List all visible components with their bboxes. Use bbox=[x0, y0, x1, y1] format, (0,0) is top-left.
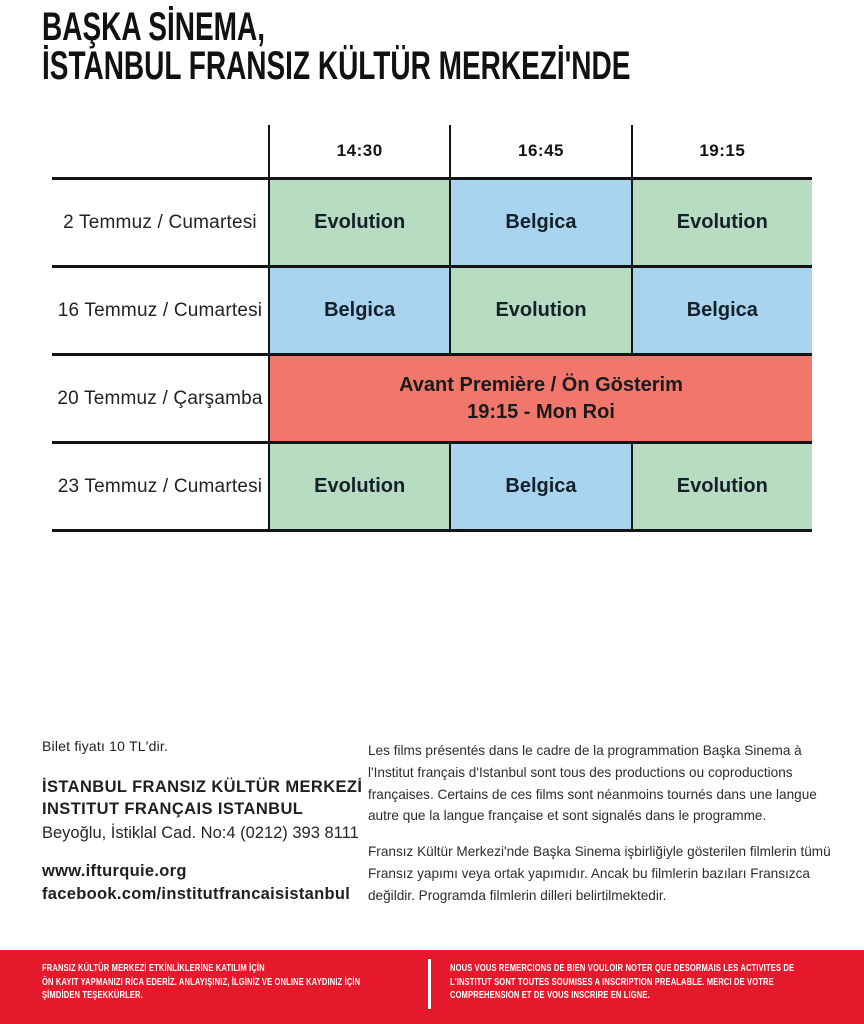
institute-name-turkish: İSTANBUL FRANSIZ KÜLTÜR MERKEZİ bbox=[42, 778, 363, 796]
page-title bbox=[42, 5, 631, 88]
schedule-header-row bbox=[52, 125, 812, 180]
banner-turkish-line3: ŞİMDİDEN TEŞEKKÜRLER. bbox=[42, 989, 143, 1002]
film-cell: Evolution bbox=[449, 268, 630, 353]
note-french: Les films présentés dans le cadre de la programmation Başka Sinema à l'Institut français d'Istanbul sont tous des productions ou coproductions françaises. Certains de ces films sont néanmoins tournés dans une langue autre que la langue française et sont signalés dans le programme. bbox=[368, 743, 817, 824]
date-cell: 16 Temmuz / Cumartesi bbox=[57, 299, 263, 321]
title-line2: İSTANBUL FRANSIZ KÜLTÜR MERKEZİ'NDE bbox=[42, 44, 631, 88]
banner-turkish-line2: ÖN KAYIT YAPMANIZI RİCA EDERİZ. ANLAYIŞINIZ, İLGİNİZ VE ONLINE KAYDINIZ İÇİN bbox=[42, 975, 361, 988]
date-cell: 20 Temmuz / Çarşamba bbox=[57, 387, 263, 409]
banner-french-line1: NOUS VOUS REMERCIONS DE BIEN VOULOIR NOTER QUE DESORMAIS LES ACTIVITES DE bbox=[450, 962, 795, 974]
note-turkish: Fransız Kültür Merkezi'nde Başka Sinema işbirliğiyle gösterilen filmlerin tümü Fransız yapımı veya ortak yapımıdır. Ancak bu filmlerin bazıları Fransızca değildir. Programda filmlerin dilleri belirtilmektedir. bbox=[368, 844, 831, 903]
time-header-1430: 14:30 bbox=[268, 125, 449, 177]
premiere-line2: 19:15 - Mon Roi bbox=[467, 400, 615, 423]
film-cell: Evolution bbox=[268, 180, 449, 265]
date-cell: 23 Temmuz / Cumartesi bbox=[57, 475, 263, 497]
banner-divider bbox=[428, 959, 431, 1009]
schedule-row bbox=[52, 444, 812, 532]
banner-french-line2: L'INSTITUT SONT TOUTES SOUMISES A INSCRIPTION PREALABLE. MERCI DE VOTRE bbox=[450, 975, 774, 988]
header-spacer bbox=[52, 125, 268, 177]
premiere-cell bbox=[268, 356, 812, 441]
film-cell: Evolution bbox=[268, 444, 449, 529]
institute-name-french: INSTITUT FRANÇAIS ISTANBUL bbox=[42, 800, 304, 818]
ticket-price: Bilet fiyatı 10 TL'dir. bbox=[42, 738, 169, 754]
banner-turkish-line1: FRANSIZ KÜLTÜR MERKEZİ ETKİNLİKLERİNE KATILIM İÇİN bbox=[42, 962, 265, 974]
schedule-table bbox=[52, 125, 812, 532]
film-cell: Evolution bbox=[631, 444, 812, 529]
banner-french-line3: COMPREHENSION ET DE VOUS INSCRIRE EN LIGNE. bbox=[450, 989, 650, 1002]
institute-name bbox=[42, 776, 362, 820]
time-header-1915: 19:15 bbox=[631, 125, 812, 177]
schedule-row bbox=[52, 180, 812, 268]
film-cell: Evolution bbox=[631, 180, 812, 265]
title-line1: BAŞKA SİNEMA, bbox=[42, 5, 265, 49]
banner-turkish-text bbox=[42, 962, 360, 1003]
institute-links bbox=[42, 860, 362, 906]
facebook-link[interactable]: facebook.com/institutfrancaisistanbul bbox=[42, 885, 351, 903]
schedule-row bbox=[52, 268, 812, 356]
schedule-row bbox=[52, 356, 812, 444]
film-cell: Belgica bbox=[268, 268, 449, 353]
film-cell: Belgica bbox=[631, 268, 812, 353]
registration-banner bbox=[0, 950, 864, 1024]
contact-info-block bbox=[42, 738, 362, 906]
time-header-1645: 16:45 bbox=[449, 125, 630, 177]
premiere-line1: Avant Première / Ön Gösterim bbox=[399, 373, 683, 396]
date-cell: 2 Temmuz / Cumartesi bbox=[63, 211, 257, 233]
website-link[interactable]: www.ifturquie.org bbox=[42, 862, 187, 880]
banner-french-text bbox=[450, 962, 794, 1003]
program-notes-block bbox=[368, 740, 842, 907]
film-cell: Belgica bbox=[449, 444, 630, 529]
institute-address: Beyoğlu, İstiklal Cad. No:4 (0212) 393 8111 bbox=[42, 824, 359, 842]
film-cell: Belgica bbox=[449, 180, 630, 265]
